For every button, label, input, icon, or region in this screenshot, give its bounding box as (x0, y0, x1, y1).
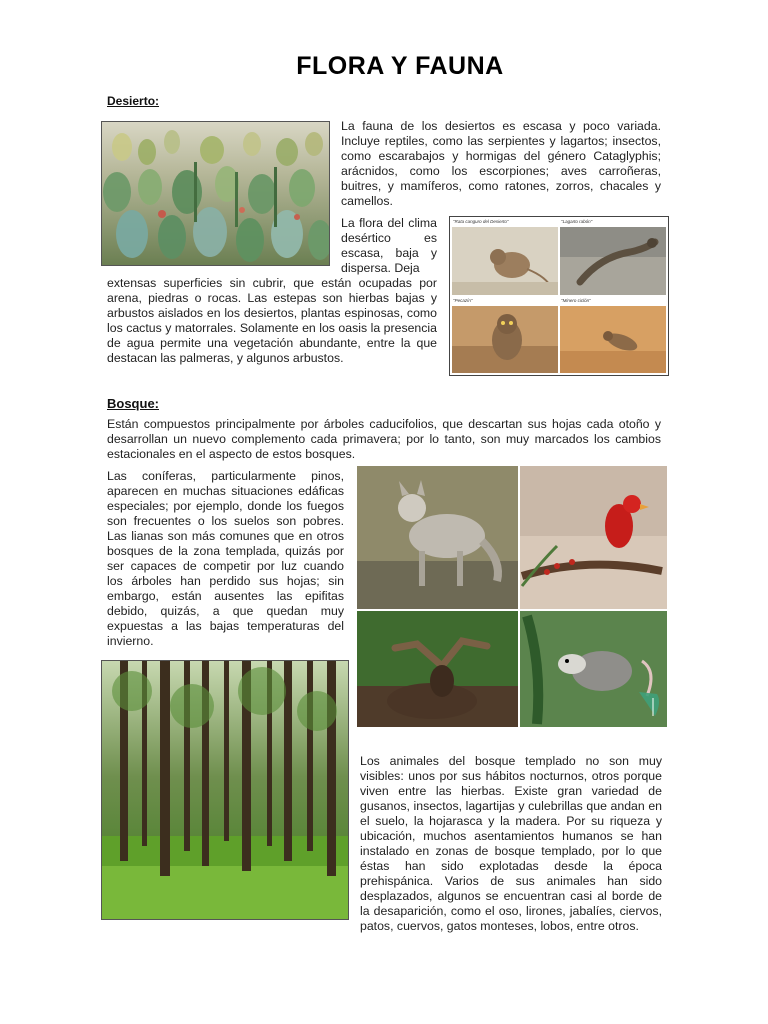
bosque-animales-text: Los animales del bosque templado no son muy visibles: unos por sus hábitos nocturnos, otros porque viven entre las hierbas. Existe gran variedad de gusanos, insectos, lagartijas y culebrillas que andan en el suelo, la hojarasca y la madera. Por su riqueza y ubicación, muchos asentamientos humanos se han instalado en zonas de bosque templado, por lo que éstas han sido explotadas desde la época prehispánica. Varios de sus animales han sido desplazados, algunos se encuentran casi al borde de la desaparición, como el oso, lirones, jabalíes, ciervos, patos, cuervos, gatos monteses, lobos, entre otros. (360, 754, 662, 933)
grid-caption-3: "Pecazín" (453, 298, 473, 303)
grid-caption-4: "Minero ciclón" (561, 298, 591, 303)
owl-photo (452, 306, 558, 373)
moose-photo (357, 611, 519, 727)
section-heading-bosque: Bosque: (107, 396, 159, 411)
grid-caption-2: "Lagarto rabón" (561, 219, 593, 224)
section-heading-desierto: Desierto: (107, 94, 160, 108)
desierto-flora-text-part2: extensas superficies sin cubrir, que están ocupadas por arena, piedras o rocas. Las estepas son hierbas bajas y arbustos aislados en los desiertos, plantas espinosas, como los cactus y matorrales. Solamente en los oasis la presencia de agua permite una vegetación abundante, entre la que destacan las palmeras, y algunos arbustos. (107, 276, 437, 365)
bosque-intro-text: Están compuestos principalmente por árboles caducifolios, que descartan sus hojas cada otoño y desarrollan un nuevo complemento cada primavera; por lo tanto, son muy marcados los cambios estacionales en el aspecto de estos bosques. (107, 417, 661, 461)
forest-photo (101, 660, 349, 920)
lizard-photo (560, 227, 666, 295)
fox-photo (357, 466, 519, 609)
cardinal-photo (519, 466, 667, 609)
forest-fauna-grid (357, 466, 667, 727)
bosque-coniferas-text: Las coníferas, particularmente pinos, aparecen en muchas situaciones edáficas especiales; por ejemplo, donde los fuegos son frecuentes o los suelos son pobres. Las lianas son más comunes que en otros bosques de la zona templada, quizás por ser capaces de competir por luz cuando los árboles han perdido sus hojas; sin embargo, están ausentes las epifitas debido, quizás, a que quedan muy expuestas a las bajas temperaturas del invierno. (107, 469, 344, 648)
desert-fauna-grid (449, 216, 669, 376)
desierto-fauna-text: La fauna de los desiertos es escasa y poco variada. Incluye reptiles, como las serpientes y lagartos; insectos, como escarabajos y hormigas del género Cataglyphis; arácnidos, como los escorpiones; aves carroñeras, buitres, y mamíferos, como ratones, zorros, chacales y camellos. (341, 119, 661, 208)
page-title: FLORA Y FAUNA (296, 52, 504, 80)
kangaroo-rat-photo (452, 227, 558, 295)
desierto-flora-text-part1: La flora del clima desértico es escasa, baja y dispersa. Deja (341, 216, 437, 275)
opossum-photo (519, 611, 667, 727)
bird-photo (560, 306, 666, 373)
grid-caption-1: "Rata canguro del Desierto" (453, 219, 509, 224)
cactus-photo (101, 121, 330, 266)
